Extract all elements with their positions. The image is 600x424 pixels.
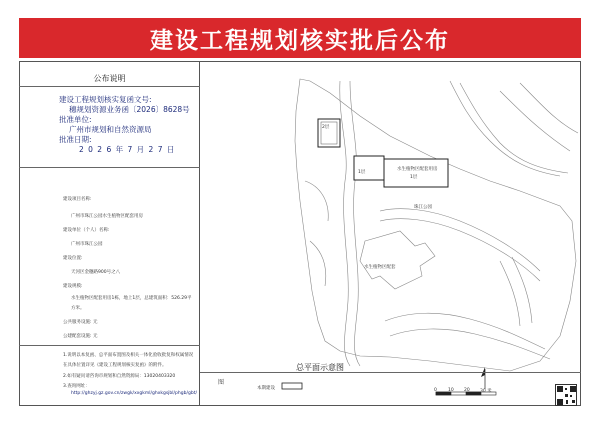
issuer-value: 广州市规划和自然资源局 xyxy=(69,125,152,134)
scale-tick-0: 0 xyxy=(434,388,437,393)
title-banner xyxy=(19,18,581,58)
legend-swatch xyxy=(282,383,302,389)
building-main-east xyxy=(384,159,448,187)
notice-title: 公布说明 xyxy=(93,74,126,83)
public-green-label: 公建配套设施: 无 xyxy=(63,334,98,339)
date-label: 批准日期: xyxy=(59,135,92,144)
site-plan xyxy=(200,61,581,406)
north-arrow-icon xyxy=(481,367,485,389)
scale-tick-20: 20 xyxy=(464,388,470,393)
note-1b: 在具体位置详见《建设工程规划核实复函》的附件。 xyxy=(63,363,167,368)
divider xyxy=(19,345,200,346)
page-title: 建设工程规划核实批后公布 xyxy=(150,27,450,54)
legend-title: 图 xyxy=(218,379,225,386)
scale-tick-30: 30 米 xyxy=(480,389,492,394)
project-name-value: 广州市珠江公园水生植物区配套用房 xyxy=(71,214,143,219)
issuer-label: 批准单位: xyxy=(59,115,92,124)
note-1: 1.说明以本复函、总平面布置图及相关一体化验收批复和权属情况 xyxy=(63,353,194,358)
plan-caption: 总平面示意图 xyxy=(296,363,344,372)
qr-code-icon[interactable] xyxy=(555,384,577,406)
label-building-main: 水生植物区配套用房 xyxy=(397,167,438,172)
location-label: 建设位置: xyxy=(63,256,83,261)
note-3: 3.查询网址： xyxy=(63,384,90,389)
doc-number-label: 建设工程规划核实复函文号: xyxy=(59,95,152,104)
building-main-west xyxy=(354,156,384,180)
scale-tick-10: 10 xyxy=(448,388,454,393)
query-url[interactable]: http://ghzyj.gz.gov.cn/zwgk/xxgkml/ghxkgsjbl/phgb/gbt/ xyxy=(71,391,197,396)
label-building-small-2: 1层 xyxy=(358,170,366,175)
label-building-main-floors: 1层 xyxy=(410,175,418,180)
divider xyxy=(19,167,200,168)
date-value: 2 0 2 6 年 7 月 2 7 日 xyxy=(79,145,176,154)
scale-value-line1: 水生植物区配套用房1栋，地上1层，总建筑面积：526.29平 xyxy=(71,296,192,301)
label-lower-building: 水生植物区配套 xyxy=(364,265,396,270)
doc-number-value: 穗规划资源业务函〔2026〕8628号 xyxy=(69,105,190,114)
builder-label: 建设单位（个人）名称: xyxy=(63,228,110,233)
divider xyxy=(200,372,581,373)
notice-panel xyxy=(19,61,200,406)
location-value: 天河区金穗路900号之八 xyxy=(71,270,121,275)
scale-label: 建设规模: xyxy=(63,284,83,289)
note-2: 2.如有疑问请咨询市规划和自然资源局：13020403320 xyxy=(63,374,176,379)
label-building-small: 2层 xyxy=(322,125,330,130)
divider xyxy=(19,86,200,87)
public-services-label: 公共服务设施: 无 xyxy=(63,320,98,325)
builder-value: 广州市珠江公园 xyxy=(71,242,103,247)
label-lake: 珠江公园 xyxy=(414,205,432,210)
scale-value-line2: 方米。 xyxy=(71,306,85,311)
legend-item-label: 本期建设 xyxy=(257,386,275,391)
project-name-label: 建设项目名称: xyxy=(63,197,92,202)
